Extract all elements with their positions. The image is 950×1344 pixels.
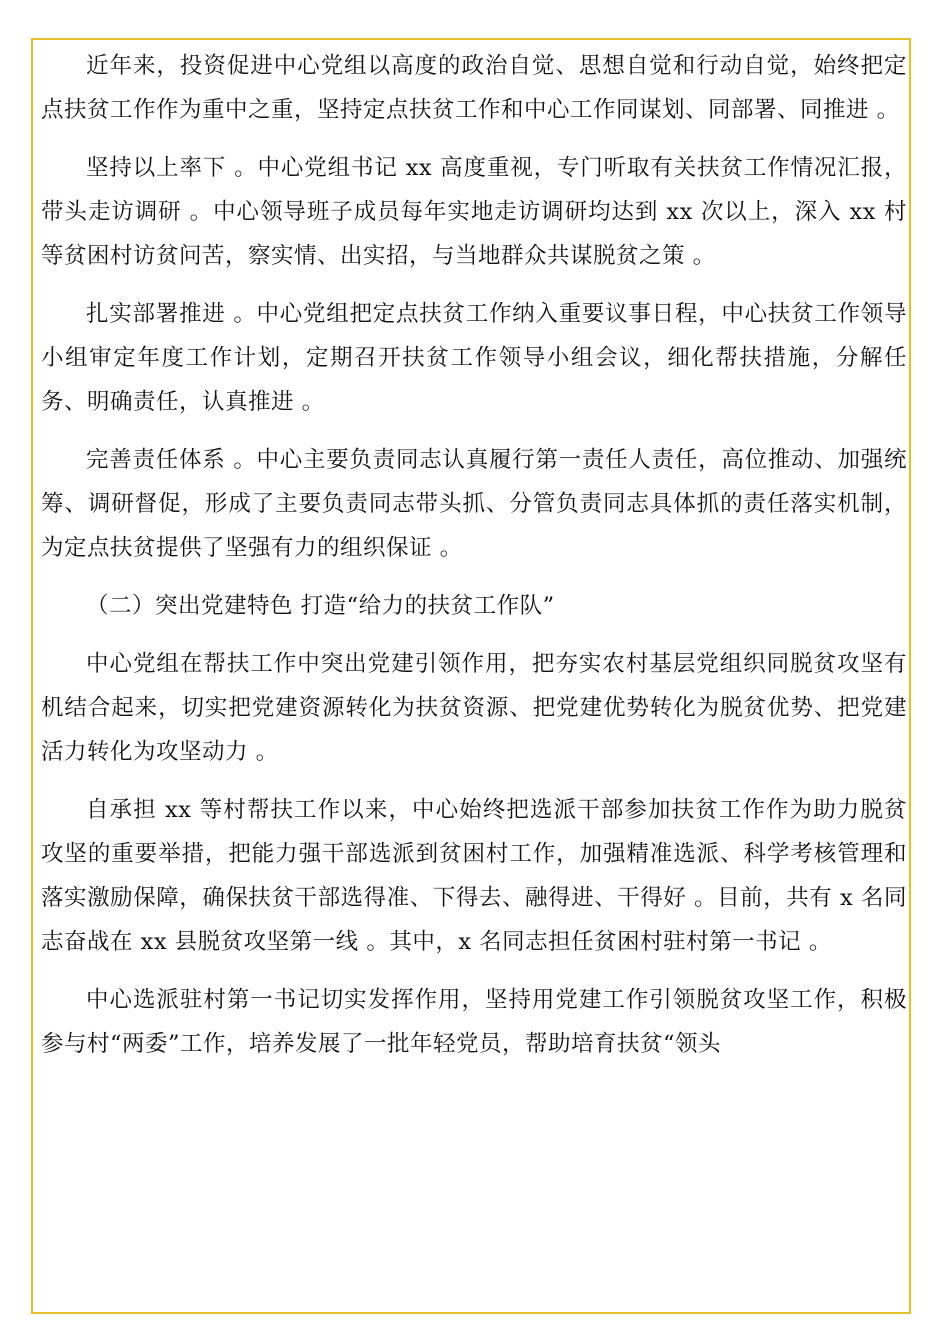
paragraph-lead-by-example: 坚持以上率下 。中心党组书记 xx 高度重视，专门听取有关扶贫工作情况汇报，带头走访调研 。中心领导班子成员每年实地走访调研均达到 xx 次以上，深入 xx 村等贫困村访贫问苦，察实情、出实招，与当地群众共谋脱贫之策 。 xyxy=(41,155,907,269)
paragraph-deployment: 扎实部署推进 。中心党组把定点扶贫工作纳入重要议事日程，中心扶贫工作领导小组审定年度工作计划，定期召开扶贫工作领导小组会议，细化帮扶措施，分解任务、明确责任，认真推进 。 xyxy=(41,301,907,415)
paragraph-intro: 近年来，投资促进中心党组以高度的政治自觉、思想自觉和行动自觉，始终把定点扶贫工作作为重中之重，坚持定点扶贫工作和中心工作同谋划、同部署、同推进 。 xyxy=(41,53,907,123)
paragraph-party-building: 中心党组在帮扶工作中突出党建引领作用，把夯实农村基层党组织同脱贫攻坚有机结合起来，切实把党建资源转化为扶贫资源、把党建优势转化为脱贫优势、把党建活力转化为攻坚动力 。 xyxy=(41,651,907,765)
section-heading: （二）突出党建特色 打造“给力的扶贫工作队” xyxy=(86,593,555,619)
document-body xyxy=(41,44,907,1080)
paragraph-responsibility: 完善责任体系 。中心主要负责同志认真履行第一责任人责任，高位推动、加强统筹、调研督促，形成了主要负责同志带头抓、分管负责同志具体抓的责任落实机制，为定点扶贫提供了坚强有力的组织保证 。 xyxy=(41,447,907,561)
paragraph-first-secretary: 中心选派驻村第一书记切实发挥作用，坚持用党建工作引领脱贫攻坚工作，积极参与村“两委”工作，培养发展了一批年轻党员，帮助培育扶贫“领头 xyxy=(41,987,907,1057)
paragraph-cadre-selection: 自承担 xx 等村帮扶工作以来，中心始终把选派干部参加扶贫工作作为助力脱贫攻坚的重要举措，把能力强干部选派到贫困村工作，加强精准选派、科学考核管理和落实激励保障，确保扶贫干部选得准、下得去、融得进、干得好 。目前，共有 x 名同志奋战在 xx 县脱贫攻坚第一线 。其中，x 名同志担任贫困村驻村第一书记 。 xyxy=(41,797,907,955)
